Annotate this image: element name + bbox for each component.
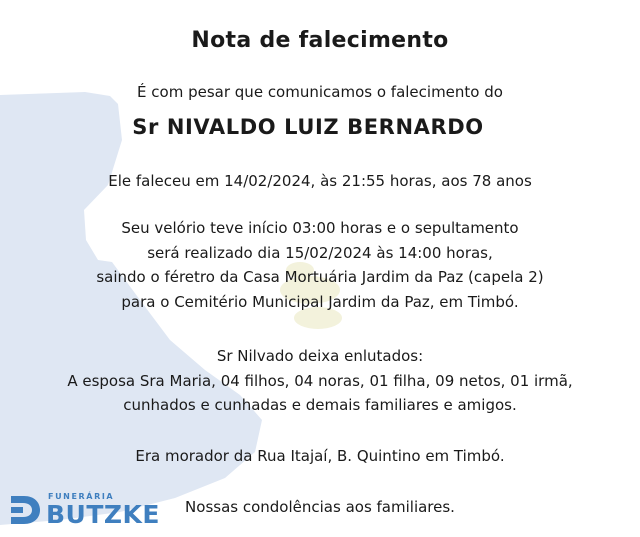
family-line: Sr Nilvado deixa enlutados:	[216, 347, 424, 365]
butzke-logo-icon	[8, 493, 42, 527]
wake-line: para o Cemitério Municipal Jardim da Paz, em Timbó.	[121, 292, 519, 311]
wake-line: será realizado dia 15/02/2024 às 14:00 horas,	[147, 243, 493, 262]
logo-subtitle: FUNERÁRIA	[48, 492, 115, 501]
death-info: Ele faleceu em 14/02/2024, às 21:55 horas, aos 78 anos	[108, 172, 532, 190]
funeral-home-logo	[8, 490, 160, 530]
survivors-info	[0, 344, 640, 418]
wake-line: Seu velório teve início 03:00 horas e o sepultamento	[121, 219, 519, 237]
logo-brand-name: BUTZKE	[46, 500, 160, 529]
intro-text: É com pesar que comunicamos o falecimento do	[137, 83, 503, 101]
address-info: Era morador da Rua Itajaí, B. Quintino em Timbó.	[135, 447, 505, 465]
wake-line: saindo o féretro da Casa Mortuária Jardim da Paz (capela 2)	[96, 268, 544, 286]
family-line: A esposa Sra Maria, 04 filhos, 04 noras, 01 filha, 09 netos, 01 irmã,	[67, 371, 573, 390]
condolences-text: Nossas condolências aos familiares.	[185, 498, 455, 516]
deceased-name: Sr NIVALDO LUIZ BERNARDO	[132, 115, 484, 139]
family-line: cunhados e cunhadas e demais familiares e amigos.	[123, 396, 517, 414]
wake-burial-info	[0, 216, 640, 314]
page-title: Nota de falecimento	[191, 28, 449, 53]
